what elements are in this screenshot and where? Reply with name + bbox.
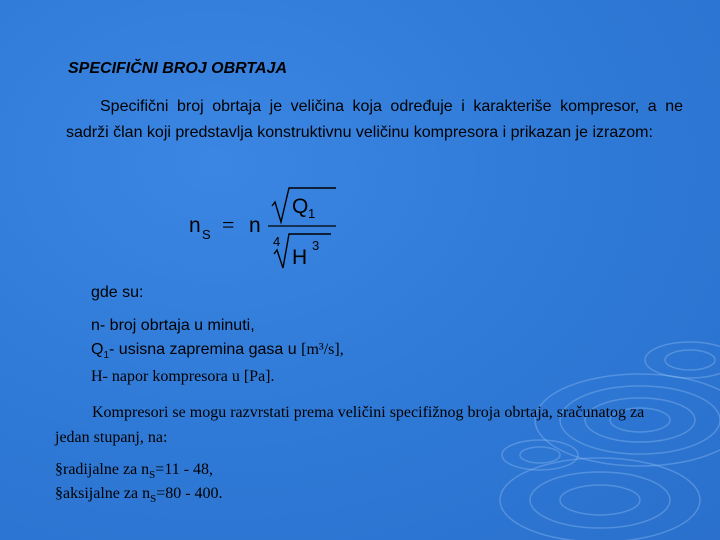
formula-lhs-subscript: S <box>202 227 211 242</box>
bullet-range: =11 - 48, <box>155 461 214 478</box>
classification-paragraph: Kompresori se mogu razvrstati prema veličini specifižnog broja obrtaja, sračunatog za jedan stupanj, na: <box>55 404 645 446</box>
formula-q-subscript: 1 <box>308 206 316 221</box>
definition-q-unit: [m³/s], <box>301 341 344 358</box>
formula-equals: = <box>222 212 235 237</box>
slide-title: SPECIFIČNI BROJ OBRTAJA <box>68 60 287 77</box>
definition-q-text: - usisna zapremina gasa u <box>109 341 297 358</box>
intro-paragraph: Specifični broj obrtaja je veličina koja određuje i karakteriše kompresor, a ne sadrži član koji predstavlja konstruktivnu veličinu kompresora i prikazan je izrazom: <box>66 98 683 141</box>
definition-h: H- napor kompresora u [Pa]. <box>91 368 275 385</box>
bullet-radial <box>55 461 213 481</box>
formula-q: Q <box>292 195 309 218</box>
formula-h-exponent: 3 <box>312 238 320 253</box>
definition-q-subscript: 1 <box>103 350 110 362</box>
bullet-marker: § <box>55 461 63 478</box>
bullet-text: radijalne za n <box>63 461 150 478</box>
bullet-subscript: S <box>150 493 157 506</box>
bullet-subscript: S <box>149 469 156 482</box>
bullet-text: aksijalne za n <box>63 485 151 502</box>
definition-q-symbol: Q <box>91 341 104 358</box>
bullet-axial <box>55 485 223 505</box>
formula-lhs-n: n <box>189 214 201 237</box>
formula-rhs-n: n <box>249 214 261 237</box>
specific-speed-formula <box>186 186 346 270</box>
bullet-marker: § <box>55 485 63 502</box>
formula-h: H <box>292 246 308 269</box>
where-label: gde su: <box>91 284 144 301</box>
definition-q <box>91 341 344 361</box>
fourth-root-index: 4 <box>273 234 281 249</box>
definition-n: n- broj obrtaja u minuti, <box>91 317 255 334</box>
bullet-range: =80 - 400. <box>156 485 223 502</box>
